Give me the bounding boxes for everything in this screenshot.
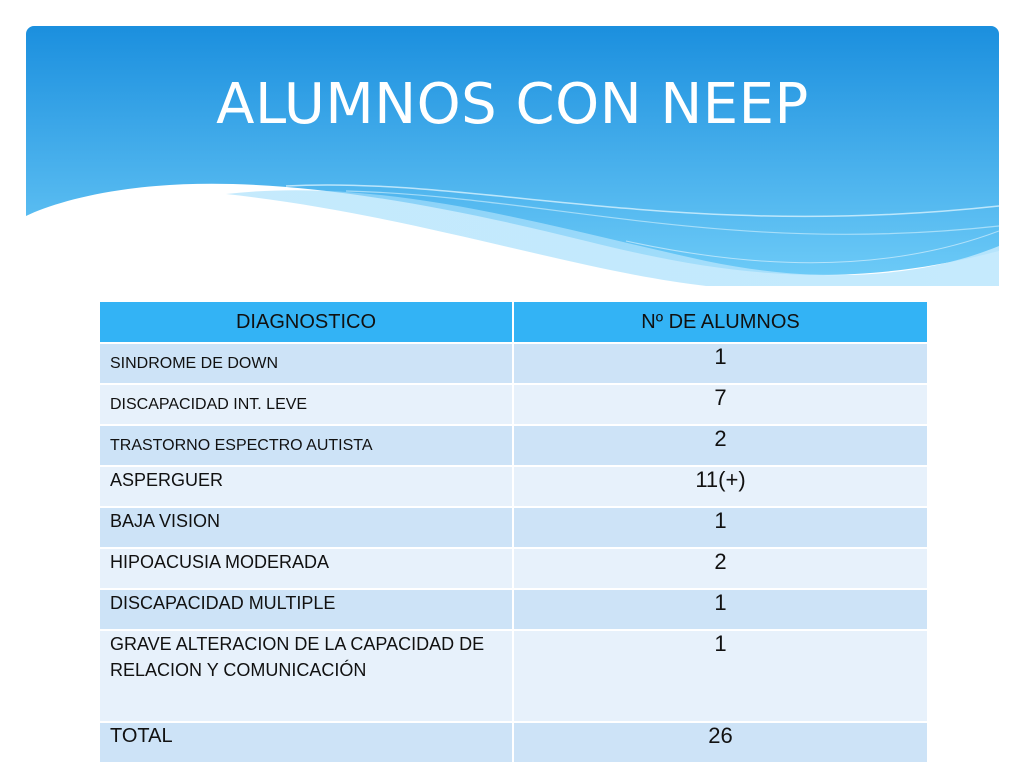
diagnostico-cell: DISCAPACIDAD INT. LEVE	[99, 384, 513, 425]
diagnostico-cell: DISCAPACIDAD MULTIPLE	[99, 589, 513, 630]
alumnos-cell: 2	[513, 425, 928, 466]
alumnos-cell: 1	[513, 507, 928, 548]
wave-graphic	[26, 26, 999, 286]
diagnostico-cell: HIPOACUSIA MODERADA	[99, 548, 513, 589]
diagnostico-cell: SINDROME DE DOWN	[99, 343, 513, 384]
alumnos-cell: 1	[513, 630, 928, 722]
slide-title: ALUMNOS CON NEEP	[216, 72, 809, 137]
table-row	[99, 507, 928, 548]
alumnos-cell: 11(+)	[513, 466, 928, 507]
alumnos-cell: 1	[513, 589, 928, 630]
header-banner	[26, 26, 999, 286]
total-value-cell: 26	[513, 722, 928, 763]
table-row	[99, 548, 928, 589]
table-row	[99, 425, 928, 466]
total-label-cell: TOTAL	[99, 722, 513, 763]
alumnos-cell: 2	[513, 548, 928, 589]
alumnos-cell: 7	[513, 384, 928, 425]
table-header-row	[99, 301, 928, 343]
diagnostico-cell: GRAVE ALTERACION DE LA CAPACIDAD DE RELACION Y COMUNICACIÓN	[99, 630, 513, 722]
table-row	[99, 630, 928, 722]
diagnosis-table	[98, 300, 929, 764]
table-row	[99, 384, 928, 425]
diagnostico-cell: ASPERGUER	[99, 466, 513, 507]
column-header-diagnostico: DIAGNOSTICO	[99, 301, 513, 343]
table-row	[99, 343, 928, 384]
column-header-alumnos: Nº DE ALUMNOS	[513, 301, 928, 343]
diagnostico-cell: BAJA VISION	[99, 507, 513, 548]
table-row	[99, 466, 928, 507]
alumnos-cell: 1	[513, 343, 928, 384]
diagnostico-cell: TRASTORNO ESPECTRO AUTISTA	[99, 425, 513, 466]
table-row	[99, 589, 928, 630]
total-row	[99, 722, 928, 763]
